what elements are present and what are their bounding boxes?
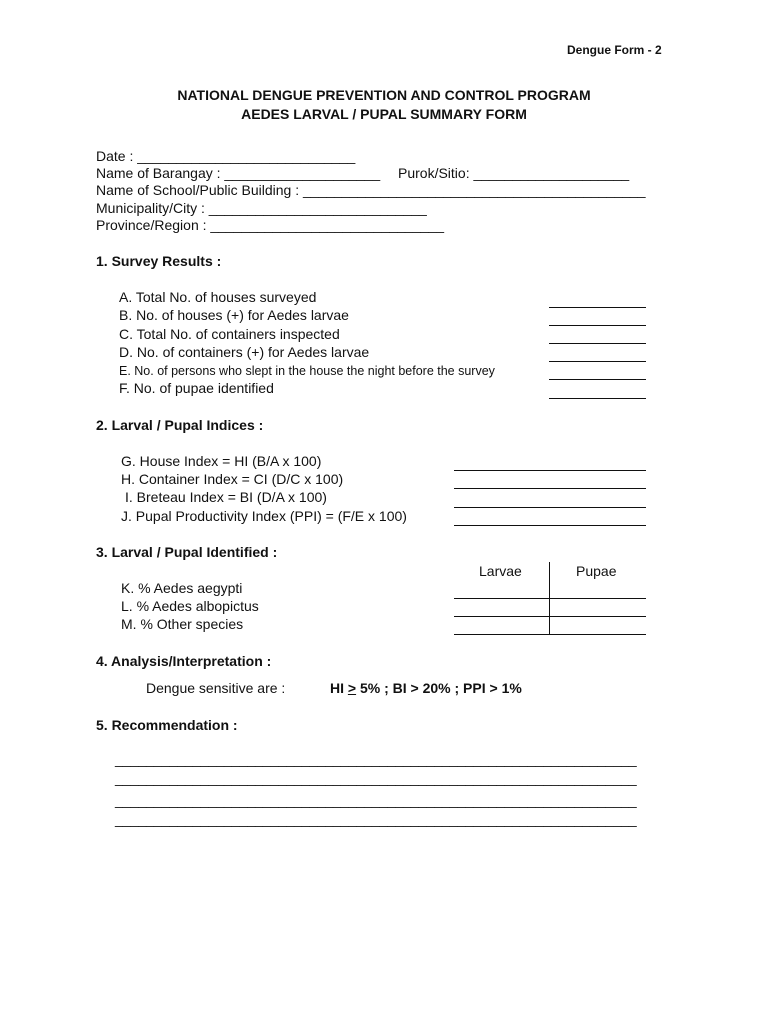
purok-field[interactable]: Purok/Sitio: ____________________ [398,165,630,181]
survey-answer-line-c[interactable] [549,343,646,344]
province-field[interactable]: Province/Region : ______________________________ [96,217,444,233]
identified-heading: 3. Larval / Pupal Identified : [96,544,278,560]
survey-item-f: F. No. of pupae identified [119,380,274,396]
survey-answer-line-a[interactable] [549,307,646,308]
index-answer-line-i[interactable] [454,507,646,508]
index-item-i: I. Breteau Index = BI (D/A x 100) [125,489,327,505]
school-field[interactable]: Name of School/Public Building : ____________________________________________ [96,182,646,198]
criteria-rest: 5% ; BI > 20% ; PPI > 1% [356,680,522,696]
survey-answer-line-f[interactable] [549,398,646,399]
recommendation-line-1[interactable]: ___________________________________________________________________ [115,751,637,767]
survey-item-d: D. No. of containers (+) for Aedes larvae [119,344,370,360]
column-pupae: Pupae [576,563,617,579]
index-item-g: G. House Index = HI (B/A x 100) [121,453,322,469]
index-answer-line-g[interactable] [454,470,646,471]
criteria-prefix: HI [330,680,348,696]
form-id: Dengue Form - 2 [567,43,662,57]
index-item-h: H. Container Index = CI (D/C x 100) [121,471,344,487]
date-field[interactable]: Date : ____________________________ [96,148,356,164]
identified-item-l: L. % Aedes albopictus [121,598,259,614]
index-answer-line-j[interactable] [454,525,646,526]
survey-item-c: C. Total No. of containers inspected [119,326,340,342]
identified-answer-line-m[interactable] [454,634,646,635]
recommendation-heading: 5. Recommendation : [96,717,238,733]
criteria-gt-symbol: > [347,680,357,696]
page-title: NATIONAL DENGUE PREVENTION AND CONTROL PROGRAM [177,87,591,103]
identified-answer-line-l[interactable] [454,616,646,617]
survey-answer-line-e[interactable] [549,379,646,380]
analysis-label: Dengue sensitive are : [146,680,286,696]
survey-item-b: B. No. of houses (+) for Aedes larvae [119,307,349,323]
survey-answer-line-d[interactable] [549,361,646,362]
identified-answer-line-k[interactable] [454,598,646,599]
survey-item-e: E. No. of persons who slept in the house the night before the survey [119,364,495,378]
survey-heading: 1. Survey Results : [96,253,222,269]
analysis-heading: 4. Analysis/Interpretation : [96,653,272,669]
recommendation-line-2[interactable]: ___________________________________________________________________ [115,770,637,786]
identified-item-k: K. % Aedes aegypti [121,580,243,596]
survey-answer-line-b[interactable] [549,325,646,326]
survey-item-a: A. Total No. of houses surveyed [119,289,317,305]
barangay-field[interactable]: Name of Barangay : ____________________ [96,165,381,181]
analysis-criteria [330,680,522,697]
recommendation-line-4[interactable]: ___________________________________________________________________ [115,811,637,827]
index-answer-line-h[interactable] [454,488,646,489]
column-larvae: Larvae [479,563,522,579]
municipality-field[interactable]: Municipality/City : ____________________________ [96,200,427,216]
indices-heading: 2. Larval / Pupal Indices : [96,417,264,433]
page-subtitle: AEDES LARVAL / PUPAL SUMMARY FORM [241,106,527,122]
identified-item-m: M. % Other species [121,616,244,632]
index-item-j: J. Pupal Productivity Index (PPI) = (F/E x 100) [121,508,407,524]
recommendation-line-3[interactable]: ___________________________________________________________________ [115,792,637,808]
